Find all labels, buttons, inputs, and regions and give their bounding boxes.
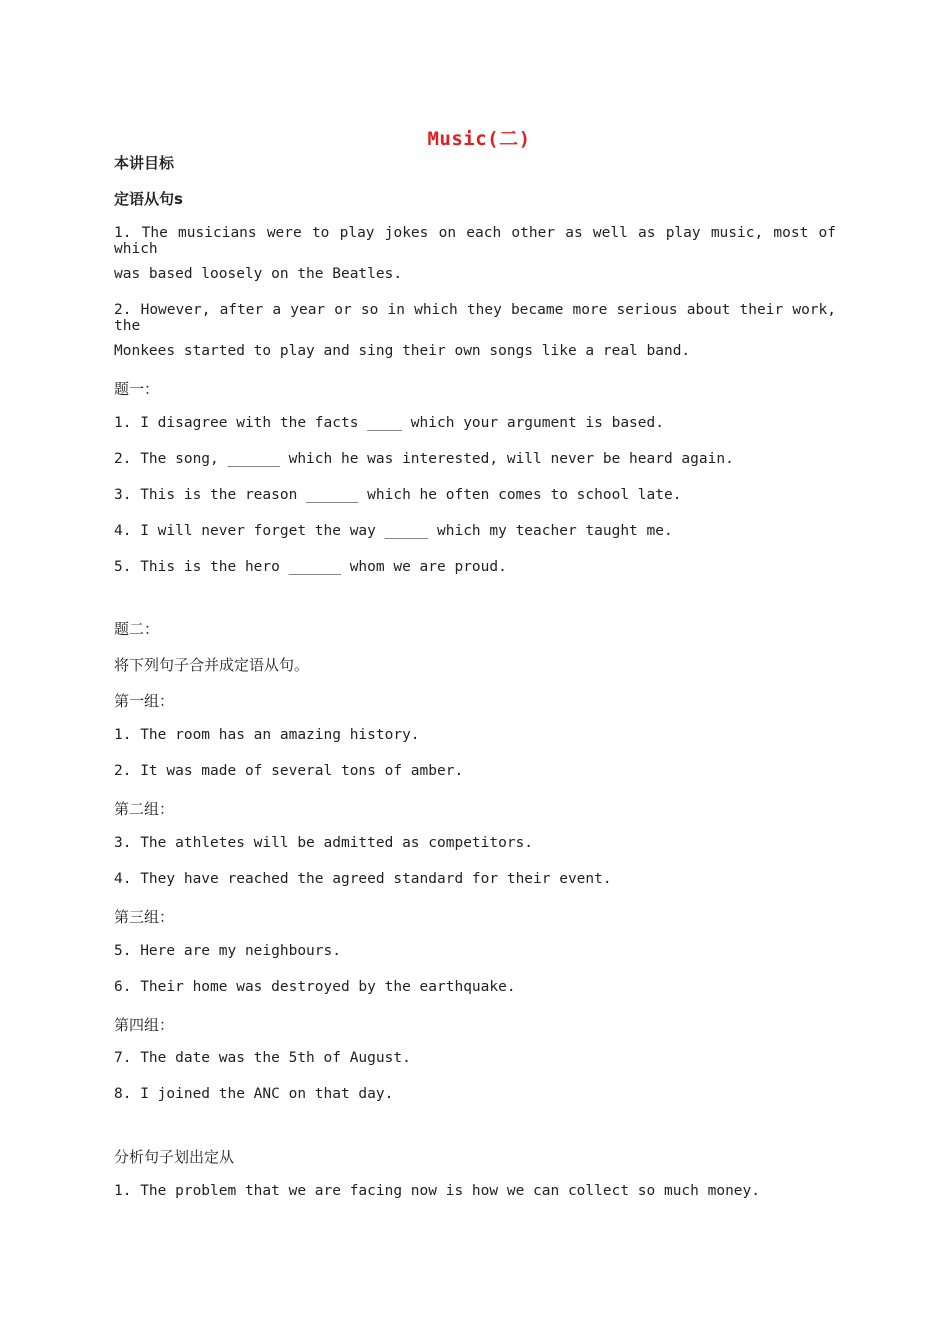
group-4-item: 8. I joined the ANC on that day. [114, 1086, 394, 1102]
group-4-heading: 第四组： [114, 1016, 175, 1034]
q2-instruction: 将下列句子合并成定语从句。 [114, 656, 310, 674]
group-2-item: 4. They have reached the agreed standard for their event. [114, 871, 612, 887]
example-1-line-1: 1. The musicians were to play jokes on each other as well as play music, most of which [114, 225, 836, 257]
q2-heading: 题二： [114, 620, 160, 638]
group-1-heading: 第一组： [114, 692, 175, 710]
example-1-line-2: was based loosely on the Beatles. [114, 266, 403, 282]
example-2-line-1: 2. However, after a year or so in which they became more serious about their work, the [114, 302, 836, 334]
group-4-item: 7. The date was the 5th of August. [114, 1050, 411, 1066]
group-3-item: 5. Here are my neighbours. [114, 943, 341, 959]
group-1-item: 1. The room has an amazing history. [114, 727, 420, 743]
analysis-heading: 分析句子划出定从 [114, 1148, 235, 1166]
q1-item: 1. I disagree with the facts ____ which your argument is based. [114, 415, 664, 431]
group-2-heading: 第二组： [114, 800, 175, 818]
group-2-item: 3. The athletes will be admitted as competitors. [114, 835, 534, 851]
group-3-heading: 第三组： [114, 908, 175, 926]
group-1-item: 2. It was made of several tons of amber. [114, 763, 464, 779]
goal-heading: 本讲目标 [114, 154, 175, 172]
q1-item: 5. This is the hero ______ whom we are proud. [114, 559, 507, 575]
example-2-line-2: Monkees started to play and sing their own songs like a real band. [114, 343, 691, 359]
page-title: Music(二) [427, 128, 531, 150]
q1-item: 3. This is the reason ______ which he often comes to school late. [114, 487, 682, 503]
group-3-item: 6. Their home was destroyed by the earthquake. [114, 979, 516, 995]
q1-item: 4. I will never forget the way _____ which my teacher taught me. [114, 523, 673, 539]
q1-item: 2. The song, ______ which he was interested, will never be heard again. [114, 451, 734, 467]
analysis-item: 1. The problem that we are facing now is how we can collect so much money. [114, 1183, 761, 1199]
clause-heading: 定语从句s [114, 190, 183, 208]
q1-heading: 题一： [114, 380, 160, 398]
